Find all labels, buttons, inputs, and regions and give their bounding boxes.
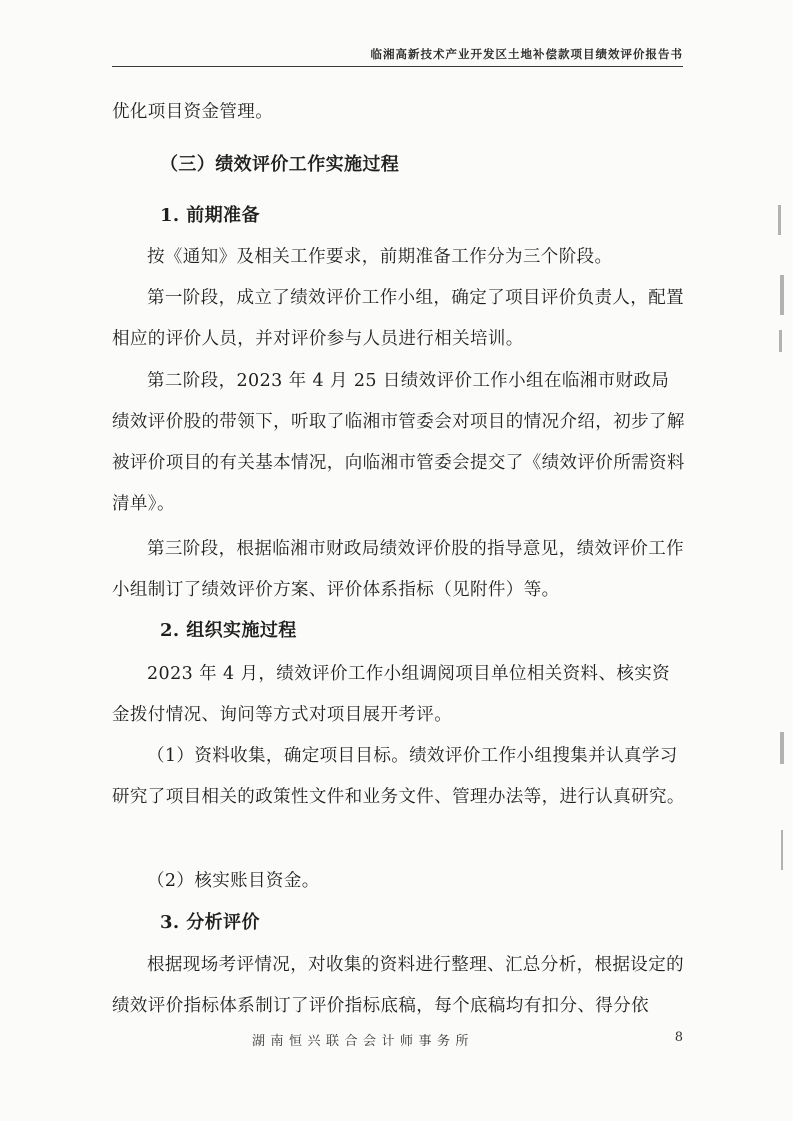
section-heading-3: （三）绩效评价工作实施过程 xyxy=(160,154,400,175)
scan-artifact xyxy=(781,830,783,870)
subheading-organization: 2. 组织实施过程 xyxy=(160,620,297,641)
subheading-preparation: 1. 前期准备 xyxy=(160,205,260,226)
page-number: 8 xyxy=(674,1030,683,1045)
subheading-analysis: 3. 分析评价 xyxy=(160,912,260,933)
page-footer xyxy=(112,1030,683,1054)
item2-paragraph: （2）核实账目资金。 xyxy=(147,871,320,891)
scan-artifact xyxy=(778,205,781,235)
org-intro-paragraph: 2023 年 4 月，绩效评价工作小组调阅项目单位相关资料、核实资金拨付情况、询问等方式对项目展开考评。 xyxy=(112,664,671,725)
opening-paragraph: 优化项目资金管理。 xyxy=(112,102,274,122)
item1-paragraph: （1）资料收集，确定项目目标。绩效评价工作小组搜集并认真学习研究了项目相关的政策性文件和业务文件、管理办法等，进行认真研究。 xyxy=(112,746,685,807)
page-header xyxy=(112,36,683,67)
footer-org: 湖南恒兴联合会计师事务所 xyxy=(252,1034,475,1049)
header-title: 临湘高新技术产业开发区土地补偿款项目绩效评价报告书 xyxy=(370,47,683,61)
stage1-paragraph: 第一阶段，成立了绩效评价工作小组，确定了项目评价负责人，配置相应的评价人员，并对评价参与人员进行相关培训。 xyxy=(112,288,684,349)
stage2-paragraph: 第二阶段，2023 年 4 月 25 日绩效评价工作小组在临湘市财政局绩效评价股的带领下，听取了临湘市管委会对项目的情况介绍，初步了解被评价项目的有关基本情况，向临湘市管委会提交了《绩效评价所需资料清单》。 xyxy=(112,371,685,514)
stage3-paragraph: 第三阶段，根据临湘市财政局绩效评价股的指导意见，绩效评价工作小组制订了绩效评价方案、评价体系指标（见附件）等。 xyxy=(112,539,684,600)
analysis-paragraph: 根据现场考评情况，对收集的资料进行整理、汇总分析，根据设定的绩效评价指标体系制订了评价指标底稿，每个底稿均有扣分、得分依 xyxy=(112,955,684,1016)
prep-intro-paragraph: 按《通知》及相关工作要求，前期准备工作分为三个阶段。 xyxy=(147,247,613,267)
scan-artifact xyxy=(780,275,784,315)
scan-artifact xyxy=(780,732,784,764)
scan-artifact xyxy=(779,330,782,352)
